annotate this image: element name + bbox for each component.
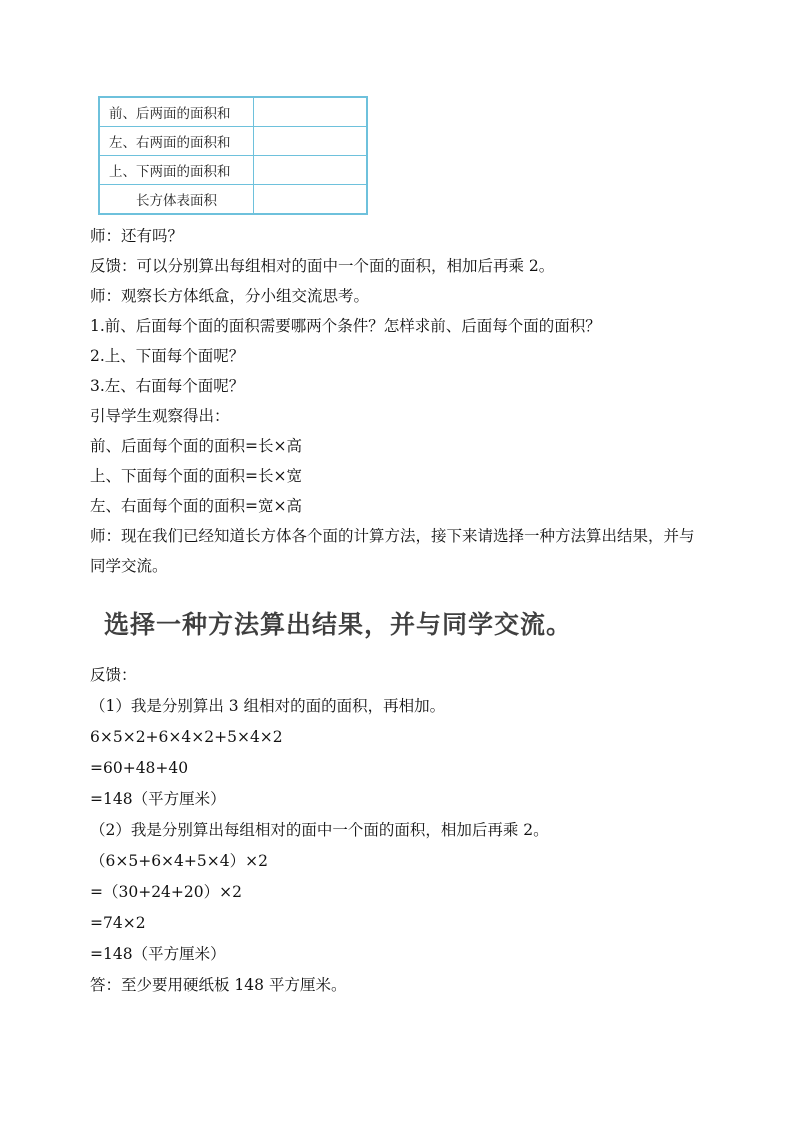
table-row bbox=[99, 185, 367, 215]
table-row-value bbox=[254, 127, 368, 156]
formula-line: =（30+24+20）×2 bbox=[90, 883, 242, 901]
paragraph: 3.左、右面每个面呢？ bbox=[90, 377, 245, 395]
paragraph: 反馈：可以分别算出每组相对的面中一个面的面积，相加后再乘 2。 bbox=[90, 257, 555, 275]
table-row bbox=[99, 97, 367, 127]
surface-area-table bbox=[98, 96, 368, 215]
paragraph: （2）我是分别算出每组相对的面中一个面的面积，相加后再乘 2。 bbox=[90, 821, 549, 839]
paragraph: （1）我是分别算出 3 组相对的面的面积，再相加。 bbox=[90, 697, 446, 715]
table-row bbox=[99, 127, 367, 156]
formula-line: =148（平方厘米） bbox=[90, 945, 226, 963]
paragraph: 反馈： bbox=[90, 666, 137, 684]
paragraph: 1.前、后面每个面的面积需要哪两个条件？怎样求前、后面每个面的面积？ bbox=[90, 317, 601, 335]
paragraph: 师：还有吗？ bbox=[90, 227, 184, 245]
table-row-label: 左、右两面的面积和 bbox=[99, 127, 254, 156]
paragraph: 引导学生观察得出： bbox=[90, 407, 230, 425]
table-row-label: 长方体表面积 bbox=[99, 185, 254, 215]
table-row-value bbox=[254, 185, 368, 215]
formula-line: =74×2 bbox=[90, 914, 146, 932]
formula-line: 6×5×2+6×4×2+5×4×2 bbox=[90, 728, 283, 746]
lesson-body bbox=[90, 221, 708, 581]
table-row-value bbox=[254, 156, 368, 185]
table-row-label: 前、后两面的面积和 bbox=[99, 97, 254, 127]
table-row-label: 上、下两面的面积和 bbox=[99, 156, 254, 185]
answer-line: 答：至少要用硬纸板 148 平方厘米。 bbox=[90, 976, 347, 994]
formula-line: =148（平方厘米） bbox=[90, 790, 226, 808]
formula-line: （6×5+6×4+5×4）×2 bbox=[90, 852, 268, 870]
solution-body bbox=[90, 660, 708, 1001]
paragraph: 左、右面每个面的面积=宽×高 bbox=[90, 497, 302, 515]
table-row-value bbox=[254, 97, 368, 127]
paragraph: 上、下面每个面的面积=长×宽 bbox=[90, 467, 302, 485]
formula-line: =60+48+40 bbox=[90, 759, 189, 777]
paragraph: 前、后面每个面的面积=长×高 bbox=[90, 437, 302, 455]
paragraph: 师：观察长方体纸盒，分小组交流思考。 bbox=[90, 287, 370, 305]
paragraph: 2.上、下面每个面呢？ bbox=[90, 347, 245, 365]
textbook-banner: 选择一种方法算出结果，并与同学交流。 bbox=[104, 610, 573, 639]
paragraph: 师：现在我们已经知道长方体各个面的计算方法，接下来请选择一种方法算出结果，并与同学交流。 bbox=[90, 527, 695, 575]
table-row bbox=[99, 156, 367, 185]
